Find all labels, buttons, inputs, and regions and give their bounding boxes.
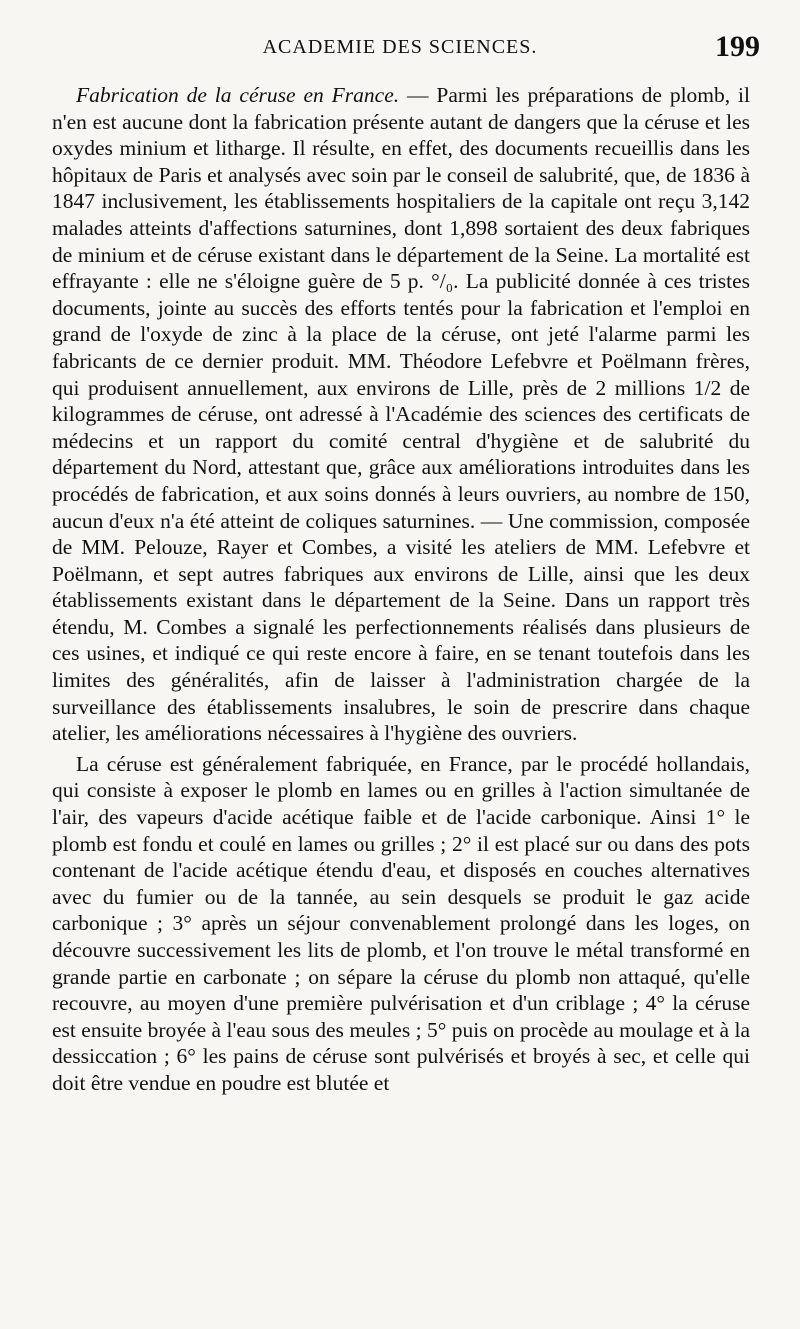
paragraph-text: La céruse est généralement fabriquée, en France, par le procédé hollandais, qui consiste à exposer le plomb en lames ou en grilles à l'action simultanée de l'air, des vapeurs d'acide acétique faible et de l'acide carbonique. Ainsi 1° le plomb est fondu et coulé en lames ou grilles ; 2° il est placé sur ou dans des pots contenant de l'acide acétique étendu d'eau, et disposés en couches alternatives avec du fumier ou de la tannée, au sein desquels se produit le gaz acide carbonique ; 3° après un séjour convenablement prolongé dans les loges, on découvre successivement les lits de plomb, et l'on trouve le métal transformé en grande partie en carbonate ; on sépare la céruse du plomb non attaqué, qu'elle recouvre, au moyen d'une première pulvérisation et d'un criblage ; 4° la céruse est ensuite broyée à l'eau sous des meules ; 5° puis on procède au moulage et à la dessiccation ; 6° les pains de céruse sont pulvérisés et broyés à sec, et celle qui doit être vendue en poudre est blutée et	[52, 751, 750, 1095]
paragraph-fabrication-ceruse	[52, 82, 750, 747]
page-number: 199	[715, 30, 760, 63]
paragraph-procede-hollandais	[52, 751, 750, 1097]
paragraph-text: — Parmi les préparations de plomb, il n'en est aucune dont la fabrication présente autant de dangers que la céruse et les oxydes minium et litharge. Il résulte, en effet, des documents recueillis dans les hôpitaux de Paris et analysés avec soin par le conseil de salubrité, que, de 1836 à 1847 inclusivement, les établissements hospitaliers de la capitale ont reçu 3,142 malades atteints d'affections saturnines, dont 1,898 sortaient des deux fabriques de minium et de céruse existant dans le département de la Seine. La mortalité est effrayante : elle ne s'éloigne guère de 5 p. °/₀. La publicité donnée à ces tristes documents, jointe au succès des efforts tentés pour la fabrication et l'emploi en grand de l'oxyde de zinc à la place de la céruse, ont jeté l'alarme parmi les fabricants de ce dernier produit. MM. Théodore Lefebvre et Poëlmann frères, qui produisent annuellement, aux environs de Lille, près de 2 millions 1/2 de kilogrammes de céruse, ont adressé à l'Académie des sciences des certificats de médecins et un rapport du comité central d'hygiène et de salubrité du département du Nord, attestant que, grâce aux améliorations introduites dans les procédés de fabrication, et aux soins donnés à leurs ouvriers, au nombre de 150, aucun d'eux n'a été atteint de coliques saturnines. — Une commission, composée de MM. Pelouze, Rayer et Combes, a visité les ateliers de MM. Lefebvre et Poëlmann, et sept autres fabriques aux environs de Lille, ainsi que les deux établissements existant dans le département de la Seine. Dans un rapport très étendu, M. Combes a signalé les perfectionnements réalisés dans plusieurs de ces usines, et indiqué ce qui reste encore à faire, en se tenant toutefois dans les limites des généralités, afin de laisser à l'administration chargée de la surveillance des établissements insalubres, le soin de prescrire dans chaque atelier, les améliorations nécessaires à l'hygiène des ouvriers.	[52, 83, 750, 746]
running-header	[0, 28, 800, 68]
paragraph-lead-heading: Fabrication de la céruse en France.	[76, 83, 400, 107]
running-title: ACADEMIE DES SCIENCES.	[262, 36, 538, 58]
page-body	[52, 82, 750, 1097]
